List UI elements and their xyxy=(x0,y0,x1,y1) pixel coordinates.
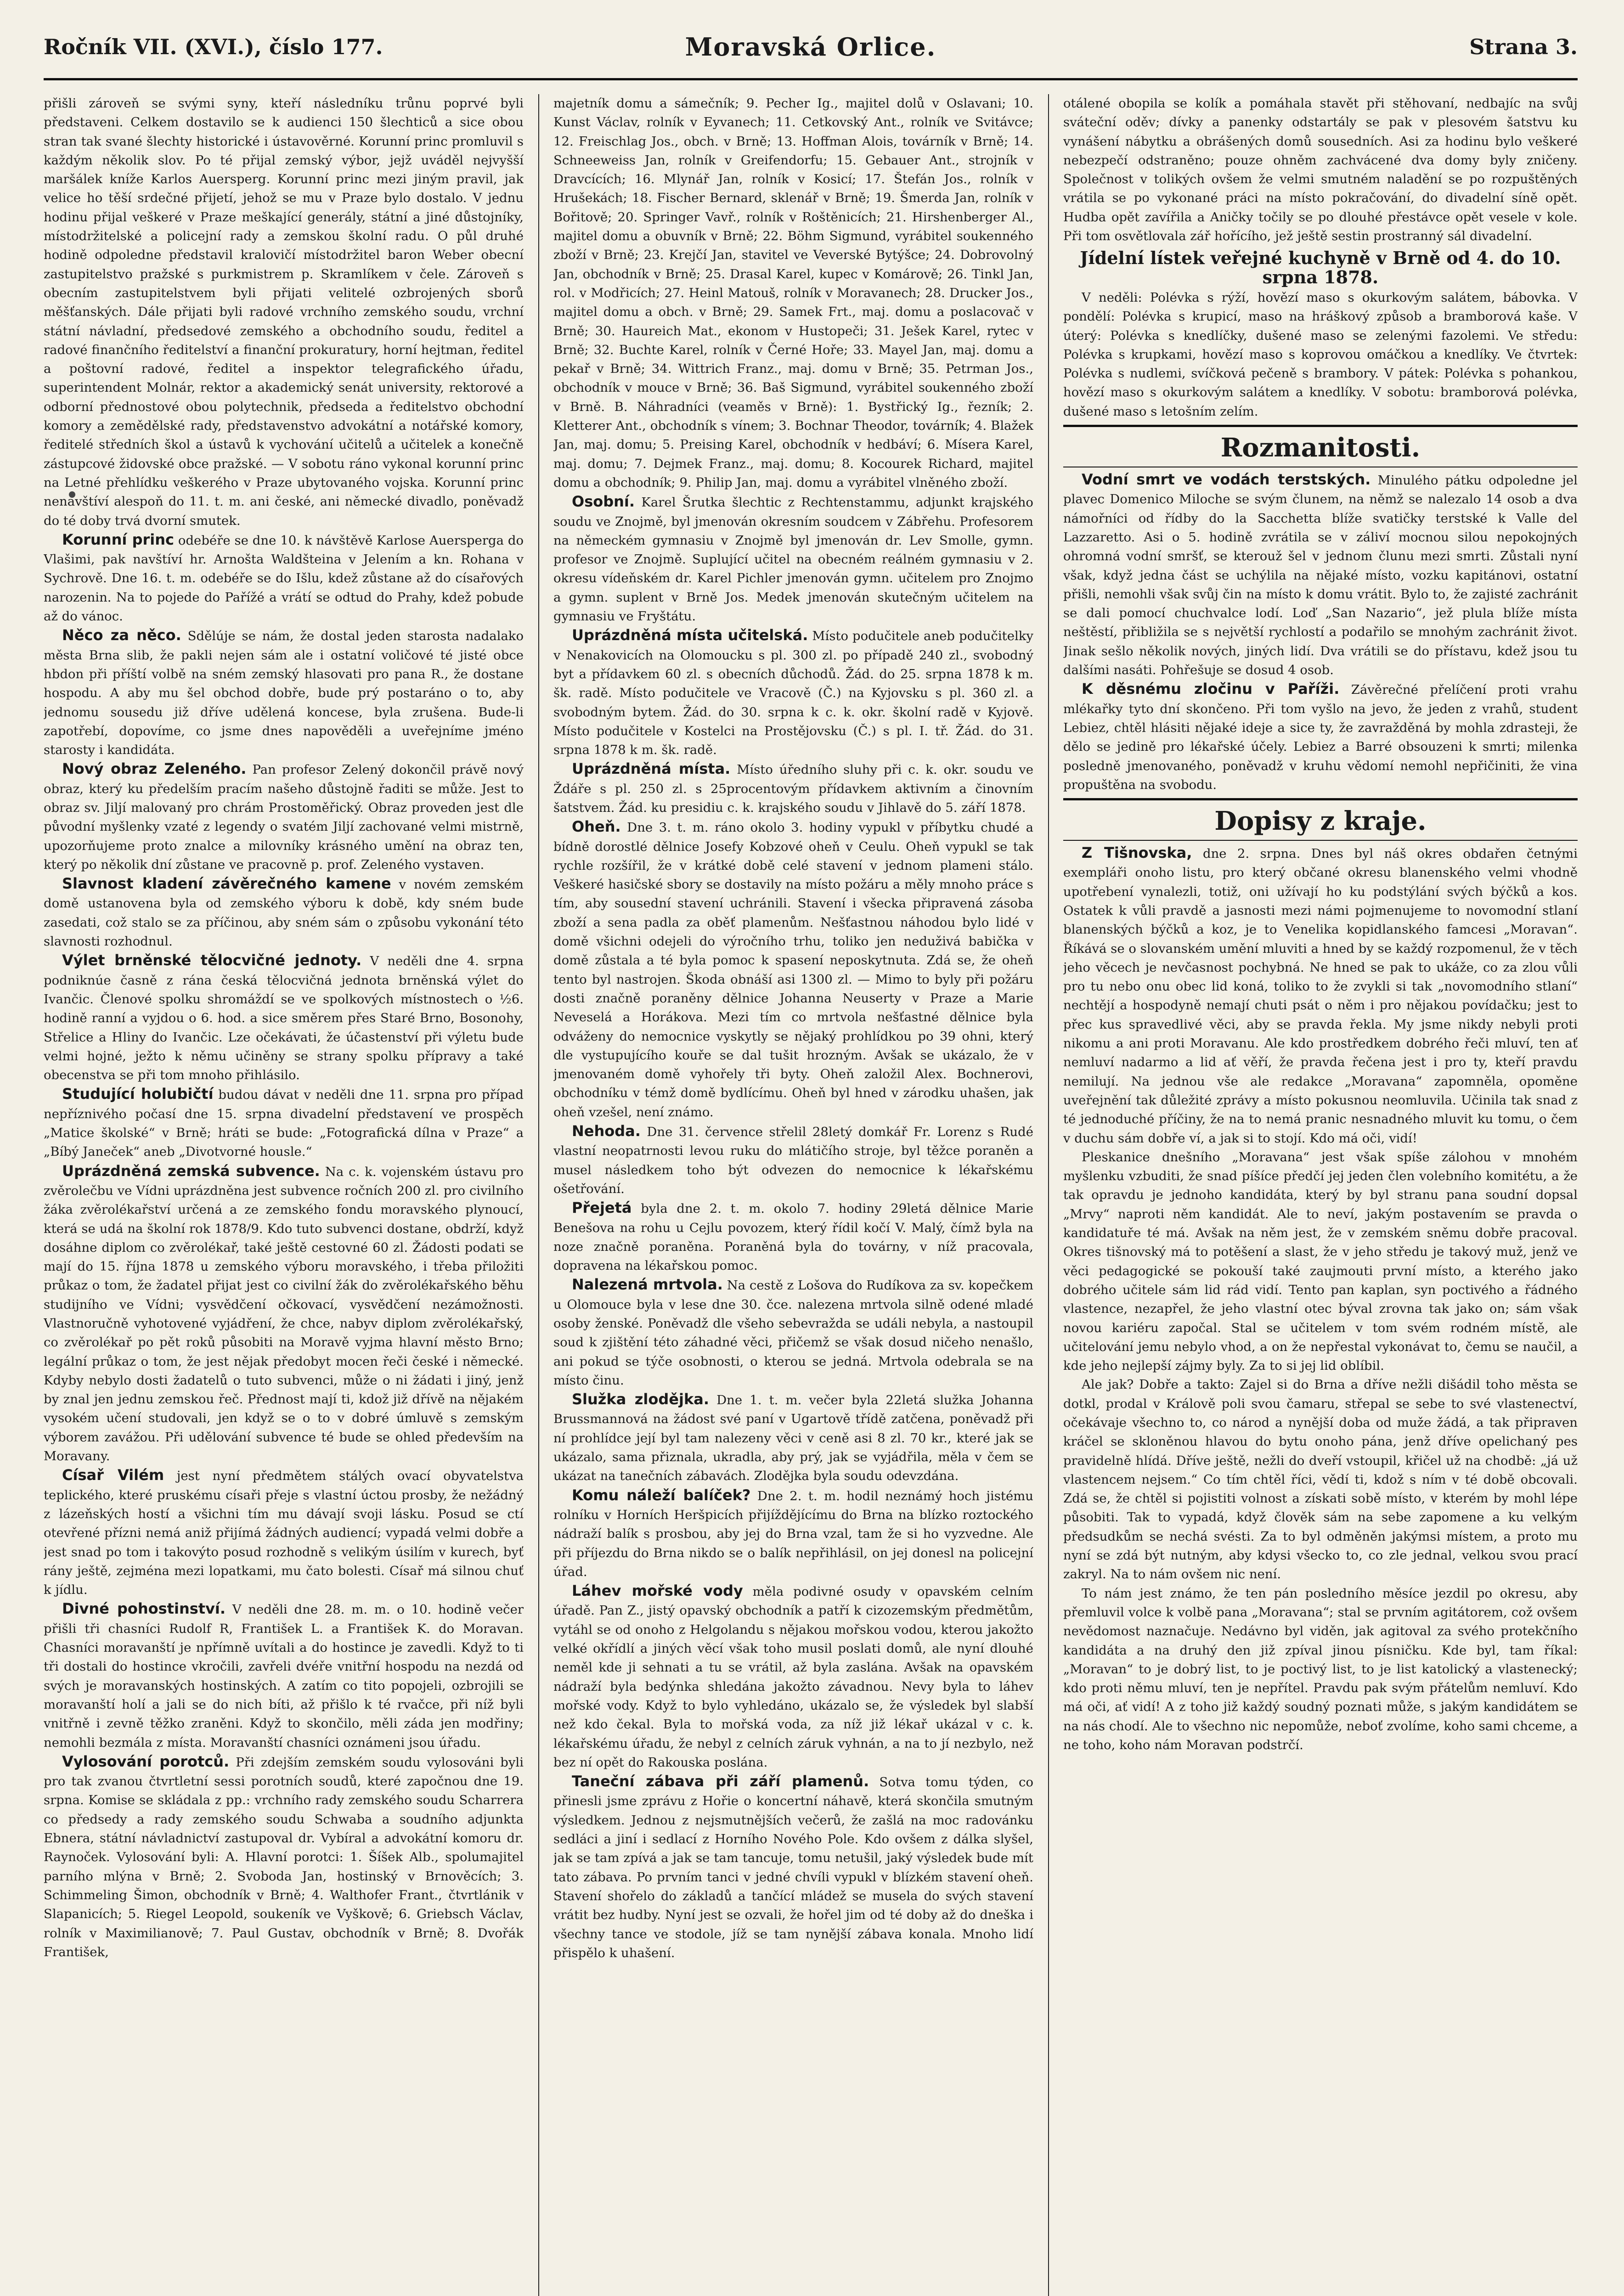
dopisy-paragraph: Dnes byl náš okres obdařen četnými exempláři onoho listu, pro který občané okresu blanenského velmi vhodně upotřebení vynalezli, totiž, oni užívají ho ku podstýlání svých býčků a kos. Ostatek k vůli pravdě a jasnosti mezi námi pojmenujeme to novomodní stlaní blanenských býčků a koz, je to Venelika kopidlanského famcesi „Moravan“. Říkává se o slovanském umění mluviti a hned by se každý rozpomenul, že v těch jeho věcech je nevčasnost pochybná. Ne hned se pak to ukáže, co za zlou vůli pro tu nebo onu obec lid koná, toliko to že zvykli si tak „novomodního stlaní“ nechtějí a hospodyně nemají chuti psát o něm i pro nějakou povídačku; jest to přec kus spravedlivé věci, aby se pravda řekla. My jsme nikdy nebyli proti nikomu a ani proti Moravanu. Ale kdo prostředkem dobrého řeči mluví, ten ať nemluví nadarmo a lid ať věří, že pravda řečena jest i pro ty, kteří pravdu nemilují. Na jednou vše ale redakce „Moravana“ zapomněla, opoměne uveřejnění tak důležité zprávy a místo pokusnou neomluvila. Učinila tak snad z té jednoduché příčiny, že na to nemá pranic nesnadného mluvit ku tomu, o čem v duchu sám dobře ví, a jak si to stojí. Kdo má oči, vidí! xyxy=(1063,846,1578,1146)
rozmanitosti-item xyxy=(1063,680,1578,794)
menu-heading: Jídelní lístek veřejné kuchyně v Brně od 4. do 10. srpna 1878. xyxy=(1080,248,1561,287)
column-2-article xyxy=(553,1772,1033,1963)
article-lead: Uprázdněná místa učitelská. xyxy=(572,626,808,644)
column-1-article xyxy=(44,626,524,760)
article-text: Sotva tomu týden, co přinesli jsme zprávu z Hořie o koncertní náhavě, která skončila smutným výsledkem. Jednou z nejsmutnějších večerů, že zašlá na moc radovánku sedláci a jiní i sedlací z Horního Nového Pole. Kdo ovšem z dálka slyšel, jak se tam zpívá a jak se tam tancuje, tomu netušil, jaký výsledek bude mít tato zábava. Po prvním tanci v jedné chvíli vypukl v blízkém stavení oheň. Stavení shořelo do základů a tančící mládež se musela do svých stavení vrátit bez hudby. Nyní jest se ozvali, že hořel jim od té doby až do dneška i všechny tance ve stodole, jíž se tam nynější zábava konala. Mnoho lidí přispělo k uhašení. xyxy=(553,1775,1033,1960)
section-rule xyxy=(1063,840,1578,841)
article-lead: Uprázdněná místa. xyxy=(572,760,731,778)
article-text: V neděli dne 4. srpna podniknúe časně z rána česká tělocvičná jednota brněnská výlet do Ivančic. Členové spolku shromáždí se ve spolkových místnostech o ½6. hodině ranní a vyjdou o 6. hod. a sice směrem přes Staré Brno, Bosonohy, Střelice a Hliny do Ivančic. Lze očekávati, že účastenství při výletu bude velmi hojné, ježto k němu učiněny se strany spolku přípravy a také obecenstva se při tom mnoho přihlásilo. xyxy=(44,954,524,1083)
article-lead: Služka zlodějka. xyxy=(572,1390,709,1408)
article-text: přišli zároveň se svými syny, kteří následníku trůnu poprvé byli představeni. Celkem dostavilo se k audienci 150 šlechticů a sice obou stran tak svané šlechty historické i ústavověrné. Korunní princ promluvil s každým několik slov. Po té přijal zemský výbor, jejž uváděl nejvyšší maršálek kníže Karlos Auersperg. Korunní princ mezi jiným pravil, jak velice ho těší srdečné přijetí, jehož se mu v Praze bylo dostalo. V jednu hodinu přijal veškeré v Praze meškající generály, státní a jiné důstojníky, místodržitelské a policejní rady a zemskou školní radu. O půl druhé hodině odpoledne představil kralovičí místodržitel baron Weber obecní zastupitelstvo pražské s purkmistrem p. Skramlíkem v čele. Zároveň s obecním zastupitelstvem byli přijati velitelé ozbrojených sborů měšťanských. Dále přijati byli radové vrchního zemského soudu, vrchní státní návladní, předsedové zemského a obchodního soudu, ředitel a radové finančního ředitelství a finanční prokuratury, horní hejtman, ředitel a poštovní radové, ředitel a inspektor telegrafického úřadu, superintendent Molnár, rektor a akademický senát university, rektorové a odborní přednostové obou polytechnik, předseda a ředitelstvo obchodní komory a zemědělské rady, představenstvo advokátní a notářské komory, ředitelé středních škol a ústavů k vychování učitelů a učitelek a konečně zástupcové židovské obce pražské. — V sobotu ráno vykonal korunní princ na Letné přehlídku veškerého v Praze ubytovaného vojska. Korunní princ nenavštíví alespoň do 11. t. m. ani české, ani německé divadlo, poněvadž do té doby trvá dvorní smutek. xyxy=(44,96,524,528)
article-lead: Korunní princ xyxy=(62,530,174,548)
column-2-article xyxy=(553,1199,1033,1275)
article-text: Místo úředního sluhy při c. k. okr. soudu ve Ždáře s pl. 250 zl. s 25procentovým přídavkem aktivním a činovním šatstvem. Žád. ku presidiu c. k. krajského soudu v Jihlavě do 5. září 1878. xyxy=(553,762,1033,815)
column-1-article xyxy=(44,1085,524,1161)
article-lead: Přejetá xyxy=(572,1199,632,1217)
article-text: odebéře se dne 10. k návštěvě Karlose Auersperga do Vlašimi, pak navštíví hr. Arnošta Waldšteina v Jelením a kn. Rohana v Sychrově. Dne 16. t. m. odebéře se do Išlu, kdež zůstane až do císařových narozenin. Na to pojede do Pařížé a vrátí se odtud do Prahy, kdež pobude až do vánoc. xyxy=(44,533,524,624)
rozmanitosti-item xyxy=(1063,470,1578,680)
article-lead: Nehoda. xyxy=(572,1122,641,1140)
section-rule xyxy=(1063,425,1578,427)
dopisy-dateline: Z Tišnovska, xyxy=(1082,844,1192,862)
column-1-article xyxy=(44,1752,524,1962)
column-2-article xyxy=(553,760,1033,817)
column-divider xyxy=(538,94,539,2296)
article-lead: Císař Vilém xyxy=(62,1466,164,1484)
column-2-article xyxy=(553,94,1033,492)
column-2-article xyxy=(553,1122,1033,1199)
column-1-article xyxy=(44,951,524,1085)
article-text: Závěrečné přelíčení proti vrahu mlékařky tyto dní skončeno. Při tom vyšlo na jevo, že jeden z vrahů, student Lebiez, chtěl hlásiti nějaké ideje a sice ty, že zavražděná by mohla zdrasteji, že dělo se jedině pro lékařské účely. Lebiez a Barré obsouzeni k smrti; milenka posledně jmenovaného, poněvadž v kruhu vědomí nemohl nepřičiniti, že vina propuštěna na svobodu. xyxy=(1063,682,1578,792)
article-text: Dne 2. t. m. hodil neznámý hoch jistému rolníku v Horních Heršpicích přijíždějícímu do Brna na blízko roztockého nádraží balík s prosbou, aby jej do Brna vzal, tam že si ho vyzvedne. Ale při příjezdu do Brna nikdo se o balík nepřihlásil, on jej donesl na policejní úřad. xyxy=(553,1488,1033,1579)
article-lead: Uprázdněná zemská subvence. xyxy=(62,1162,320,1180)
column-2-article xyxy=(553,1581,1033,1772)
article-text: měla podivné osudy v opavském celním úřadě. Pan Z., jistý opavský obchodník a patří k cizozemským předmětům, vytáhl se od onoho z Helgolandu s nějakou mořskou vodou, kterou jakožto velké okřídlí a jiných věcí však toho musil poslati domů, ale nyní dlouhé neměl kde ji sehnati a tu se vrátil, až byla zaslána. Avšak na opavském nádraží byla bedýnka shledána jakožto závadnou. Nevy byla to láhev mořské vody. Když to bylo vyhledáno, ukázalo se, že výsledek byl slabší než kdo čekal. Byla to mořská voda, za níž již lékař ukázal v c. k. lékařskému úřadu, že nebyl z celních záruk vyhnán, a na to jí nezbylo, než bez ní opět do Rakouska poslána. xyxy=(553,1584,1033,1770)
column-divider xyxy=(1048,94,1049,2296)
article-text: budou dávat v neděli dne 11. srpna pro případ nepříznivého počasí dne 15. srpna divadelní představení ve prospěch „Matice školské“ v Brně; hráti se bude: „Fotografická dílna v Praze“ a „Bíbý Janeček“ aneb „Divotvorné housle.“ xyxy=(44,1087,524,1159)
article-text: Na c. k. vojenském ústavu pro zvěrolečbu ve Vídni uprázdněna jest subvence ročních 200 zl. pro civilního žáka zvěrolékařství určená a ze zemského fondu moravského plynoucí, která se udá na školní rok 1878/9. Kdo tuto subvenci dostane, obdrží, když dosáhne diplom co zvěrolékař, také ještě cestovné 60 zl. Žádosti podati se mají do 15. října 1878 u zemského výboru moravského, i třeba přiložiti průkaz o tom, že žadatel přijat jest co civilní žák do zvěrolékařského běhu studijního ve Vídni; vysvědčení očkovací, vysvědčení nezámožnosti. Vlastnoručně vyhotovené vyjádření, že chce, nabyv diplom zvěrolékařský, co zvěrolékař po pět roků působiti na Moravě vyjma hlavní město Brno; legální průkaz o tom, že jest nějak předobyt mocen řeči české i německé. Kdyby nebylo dosti žadatelů o tuto subvenci, může o ni žádati i jiný, jenž by znal jen jednu zemskou řeč. Přednost mají ti, kdož již dřívě na nějakém vysokém učení studovali, jen když se o to v dobré úmluvě s zemským výborem zavážou. Při udělování subvence té bude se ohled především na Moravany. xyxy=(44,1164,524,1464)
article-text: Pan profesor Zelený dokončil právě nový obraz, který ku předelším pracím našeho důstojně řaditi se může. Jest to obraz sv. Jiljí malovaný pro chrám Prostoměřický. Obraz proveden jest dle původní myšlenky vzaté z legendy o svatém Jiljí zachované velmi mistrně, upozorňujeme proto znalce a milovníky krásného umění na obraz ten, který po několik dní zůstane ve pracovně p. prof. Zeleného vystaven. xyxy=(44,762,524,872)
article-text: Dne 31. července střelil 28letý domkář Fr. Lorenz s Rudé vlastní neopatrnosti levou ruku do mlátičího stroje, byl těžce poraněn a musel následkem toho být odvezen do nemocnice k lékařskému ošetřování. xyxy=(553,1125,1033,1196)
dopisy-paragraph: Pleskanice dnešního „Moravana“ jest však spíše zálohou v mnohém myšlenku vzbuditi, že snad píšíce předčí jej jeden člen volebního komitétu, a že tak opravdu je jednoho kandidáta, který by byl stranu pana soudní dopsal „Mrvy“ naproti něm kandidát. Ale to neví, jakým postavením se pravda o kandidatuře té má. Avšak na něm jest, že v zemském sněmu dobře pracoval. Okres tišnovský má to potěšení a slast, že v jeho středu je takový muž, jenž ve věci pedagogické se pokouší také zaujmouti první místo, a kterého jako dobrého učitele sám lid rád vidí. Tento pan kaplan, syn poctivého a řádného vlastence, nezapřel, že jeho vlastní otec býval zrovna tak jako on; sám však novou kariéru započal. Stal se učitelem v tom svém rodném místě, ale učitelování jemu nebylo vhod, a on že nepřestal vykonávat to, čemu se naučil, a kde jeho nejlepší zájmy byly. Za to si jej lid oblíbil. xyxy=(1063,1149,1578,1373)
article-text: Minulého pátku odpoledne jel plavec Domenico Miloche se svým člunem, na němž se nalezalo 14 osob a dva námořníci od řídby do la Sacchetta blíže svatičky terstské k Valle del Lazzaretto. Asi o 5. hodině zvrátila se v záliví mocnou silou nepokojných ohromná vodní smršť, se kterouž šel v jednom člunu mezi smrti. Zůstali nyní však, když jedna část se uchýlila na nějaké místo, vozku kapitánovi, ostatní přišli, nemohli však svůj čin na místo k domu vrátit. Bylo to, že zajisté zachránit se dali pomocí chuchvalce lodí. Loď „San Nazario“, jež plula blíže místa neštěstí, přibližila se s největší rychlostí a podařilo se mnohým zachránit život. Jinak sešlo několik nových, jiných lidí. Dva vrátili se do přístavu, kdež jsou tu dalšími nasáti. Pohřešuje se dosud 4 osob. xyxy=(1063,473,1578,678)
article-text: Karel Šrutka šlechtic z Rechtenstammu, adjunkt krajského soudu ve Znojmě, byl jmenován okresním soudcem v Zábřehu. Profesorem na německém gymnasiu v Znojmě byl jmenován dr. Lev Smolle, gymn. profesor ve Znojmě. Suplující učitel na obecném reálném gymnasiu v 2. okresu vídeňském dr. Karel Pichler jmenován gymn. učitelem pro Znojmo a gymn. suplent v Brně Jos. Medek jmenován skutečným učitelem na gymnasiu ve Fryštátu. xyxy=(553,495,1033,624)
column-2-article xyxy=(553,626,1033,760)
column-1-article xyxy=(44,1466,524,1599)
dopisy-paragraph: Ale jak? Dobře a takto: Zajel si do Brna a dříve nežli dišádil toho města se dotkl, prodal v Králově poli svou čamaru, střepal se sebe to své vlastenectví, očekávaje všechno to, co národ a nynější doba od muže žádá, a tak připraven kráčel se skloněnou hlavou do bytu onoho pána, jenž dříve opelichaný pes pravidelně hlídá. Dříve ještě, nežli do dveří vstoupil, křičel už na chodbě: „já už vlastencem nejsem.“ Co tím chtěl říci, vědí ti, kdož s ním v té době obcovali. Zdá se, že chtěl si pojistiti volnost a získati sobě místo, v kterém by mohl lépe působiti. Tak to vypadá, když člověk sám na sebe zapomene a ku velkým předsudkům se nechá svésti. Za to byl odměněn jakýmsi místem, a proto mu nyní se zdá být nutným, aby kdysi všecko to, co zle jednal, velkou svou prací zakryl. Na to nám ovšem nic není. xyxy=(1063,1377,1578,1582)
dopisy-paragraph: To nám jest známo, že ten pán posledního měsíce jezdil po okresu, aby přemluvil volce k volbě pana „Moravana“; stal se prvním agitátorem, což ovšem nevědomost naznačuje. Nedávno byl viděn, jak agitoval za svého protekčního kandidáta a na druhý den již zpíval jinou písničku. Kde byl, tam říkal: „Moravan“ to je dobrý list, to je poctivý list, to je list katolický a vlastenecký; kdo proti němu mluví, ten je nepřítel. Pravdu pak svým přátelům nemluví. Kdo má oči, ať vidí! A z toho již každý soudný poznati může, s jakým kandidátem se na nás chodí. Ale to všechno nic nepomůže, neboť zvolíme, koho sami chceme, a ne toho, koho nám Moravan podstrčí. xyxy=(1063,1586,1578,1753)
column-2-article xyxy=(553,492,1033,626)
article-text: majetník domu a sámečník; 9. Pecher Ig., majitel dolů v Oslavani; 10. Kunst Václav, rolník v Eyvanech; 11. Cetkovský Ant., rolník ve Svitávce; 12. Freischlag Jos., obch. v Brně; 13. Hoffman Alois, továrník v Brně; 14. Schneeweiss Jan, rolník v Greifendorfu; 15. Gebauer Ant., strojník v Dravcících; 16. Mlynář Jan, rolník v Kosicí; 17. Štefán Jos., rolník v Hrušekách; 18. Fischer Bernard, sklenář v Brně; 19. Šmerda Jan, rolník v Bořitově; 20. Springer Vavř., rolník v Roštěnicích; 21. Hirshenberger Al., majitel domu a obuvník v Brně; 22. Böhm Sigmund, vyrábitel soukenného zboží v Brně; 23. Krejčí Jan, stavitel ve Veverské Bytýšce; 24. Dobrovolný Jan, obchodník v Brně; 25. Drasal Karel, kupec v Komárově; 26. Tinkl Jan, rol. v Modřicích; 27. Heinl Matouš, rolník v Moravanech; 28. Drucker Jos., majitel domu a obch. v Brně; 29. Samek Frt., maj. domu a poslacovač v Brně; 30. Haureich Mat., ekonom v Hustopeči; 31. Ješek Karel, rytec v Brně; 32. Buchte Karel, rolník v Černé Hoře; 33. Mayel Jan, maj. domu a pekař v Brně; 34. Wittrich Franz., maj. domu v Brně; 35. Petrman Jos., obchodník v mouce v Brně; 36. Baš Sigmund, vyrábitel soukenného zboží v Brně. B. Náhradníci (veaměs v Brně): 1. Bystřický Ig., řezník; 2. Kletterer Ant., obchodník s vínem; 3. Bochnar Theodor, továrník; 4. Blažek Jan, maj. domu; 5. Preising Karel, obchodník v hedbáví; 6. Mísera Karel, maj. domu; 7. Dejmek Franz., maj. domu; 8. Kocourek Richard, majitel domu a obchodník; 9. Philip Jan, maj. domu a vyrábitel vlněného zboží. xyxy=(553,96,1033,490)
dopisy-date: dne 2. srpna. xyxy=(1202,846,1301,861)
dopisy-heading: Dopisy z kraje. xyxy=(1214,806,1427,837)
newspaper-title: Moravská Orlice. xyxy=(685,32,936,62)
article-lead: Nalezená mrtvola. xyxy=(572,1276,723,1294)
article-lead: Vylosování porotců. xyxy=(62,1752,230,1770)
article-lead: Taneční zábava při září plamenů. xyxy=(572,1773,869,1790)
column-2-article xyxy=(553,817,1033,1122)
rozmanitosti-items xyxy=(1063,470,1578,794)
column-1 xyxy=(44,94,524,2296)
article-text: v novém zemském domě ustanovena byla od zemského výboru k době, kdy sném bude zasedati, což stalo se za příčinou, aby sném sám o způsobu vykonání této slavnosti rozhodnul. xyxy=(44,877,524,949)
dopisy-dateline-paragraph xyxy=(1063,844,1578,1148)
column-1-article xyxy=(44,530,524,626)
article-text: V neděli dne 28. m. m. o 10. hodině večer přišli tři chasníci Rudolf R, František L. a František K. do Moravan. Chasníci moravanští je npřímně uvítali a do hostince je zavedli. Když to ti tři dostali do hostince vkročili, zavřeli dvéře vnitřní hospodu na nezdá od svých je moravanských hostinských. A zatím co tito popojeli, ozbrojili se moravanští holí a jali se do nich bíti, až přišlo k té rvačce, při níž byli vnitřně i zevně těžko zraněni. Když to skončilo, měli záda jen modřiny; nemohli bezmála z místa. Moravanští chasníci oznámeni jsou úřadu. xyxy=(44,1602,524,1750)
article-lead: Něco za něco. xyxy=(62,626,181,644)
column-2-article xyxy=(553,1390,1033,1486)
column-2-article xyxy=(553,1486,1033,1581)
menu-text: V neděli: Polévka s rýží, hovězí maso s okurkovým salátem, bábovka. V pondělí: Polévka s krupicí, maso na hráškový způsob a bramborová kaše. V úterý: Polévka s knedlíčky, dušené maso se zelenými fazolemi. Ve středu: Polévka s krupkami, hovězí maso s koprovou omáčkou a knedlíky. Ve čtvrtek: Polévka s nudlemi, svíčková pečeně s brambory. V pátek: Polévka s pohankou, hovězí maso s okurkovým salátem a knedlíky. V sobotu: bramborová polévka, dušené maso s letošním zelím. xyxy=(1063,290,1578,419)
page-header xyxy=(44,14,1578,80)
article-text: Místo podučitele aneb podučitelky v Nenakovicích na Olomoucku s pl. 300 zl. po případě 240 zl., svobodný byt a přídavkem 60 zl. s obecních důchodů. Žád. do 25. srpna 1878 k m. šk. radě. Místo podučitele ve Vracově (Č.) na Kyjovsku s pl. 360 zl. a svobodným bytem. Žád. do 30. srpna k c. k. okr. školní radě v Kyjově. Místo podučitele v Kostelci na Prostějovsku (Č.) s pl. I. tř. Žád. do 31. srpna 1878 k m. šk. radě. xyxy=(553,629,1033,758)
article-text: Dne 3. t. m. ráno okolo 3. hodiny vypukl v příbytku chudé a bídně dorostlé dělnice Josefy Kobzové oheň v Ceulu. Oheň vypukl se tak rychle rozšířil, že v krátké době celé stavení v jednom plameni stálo. Veškeré hasičské sbory se dostavily na místo požáru a měly mnoho práce s tím, aby sousední stavení uchránili. Stavení i všecka připravená zásoba zboží a sena padla za oběť plamenům. Nešťastnou náhodou bylo lidé v domě všichni odejeli do výročního trhu, toliko jen neduživá babička v domě zůstala a té byla pomoc k spasení neposkytnuta. Zdá se, že oheň tento byl nastrojen. Škoda obnáší asi 1300 zl. — Mimo to byly při požáru dosti značně poraněny dělnice Johanna Neuserty v Praze a Marie Neveselá a Horákova. Mezi tím co mrtvola nešťastné dělnice byla odváženy do nemocnice vyskytly se nějaký prohlídkou po 39 ohni, který dle vystupujícího kouře se dal tušit hrozným. Avšak se ukázalo, že v jmenovaném domě vyhořely tři byty. Oheň založil Alex. Bochnerovi, obchodníku v témž domě bydlícímu. Oheň byl hned v zárodku uhašen, jak oheň vzešel, není známo. xyxy=(553,820,1033,1120)
article-lead: Slavnost kladení závěrečného kamene xyxy=(62,875,391,893)
article-text: Na cestě z Lošova do Rudíkova za sv. kopečkem u Olomouce byla v lese dne 30. čce. nalezena mrtvola silně odené mladé osoby ženské. Poněvadž dle všeho sebevražda se událi nebyla, a nastoupil soud k zjištění této záhadné věci, přičemž se však dosud ničeho nenašlo, ani pokud se týče osobnosti, o kterou se jedná. Mrtvola odebrala se na místo činu. xyxy=(553,1278,1033,1388)
column-2 xyxy=(553,94,1033,2296)
section-rule xyxy=(1063,798,1578,800)
column-3 xyxy=(1063,94,1578,2296)
article-text: byla dne 2. t. m. okolo 7. hodiny 29letá dělnice Marie Benešova na rohu u Cejlu povozem, který řídil kočí V. Malý, čímž byla na noze značně poraněna. Poraněná byla do továrny, v níž pracovala, dopravena na lékařskou pomoc. xyxy=(553,1201,1033,1273)
article-text: jest nyní předmětem stálých ovací obyvatelstva teplického, které pruskému císaři přeje s vlastní úctou prosby, že nežádný z lázeňských hostí a všichni tím mu dávají svoji lásku. Posud se ctí otevřené přízni nemá aniž přijímá žádných audiencí; vypadá velmi dobře a jest snad po tom i takovýto posud rozhodně s velikým úsilím v kurech, byť rány ještě, zejména mezi lopatkami, mu čato bolesti. Císař má silnou chuť k jídlu. xyxy=(44,1469,524,1598)
page-number: Strana 3. xyxy=(1469,34,1578,59)
fire-story-continuation: otálené obopila se kolík a pomáhala stavět při stěhovaní, nedbajíc na svůj sváteční oděv; dívky a panenky odstartály se pak v plesovém šatstvu ku vynášení nábytku a obrášených domů sousedních. Asi za hodinu bylo veškeré nebezpečí odstraněno; pouze ohněm zachvácené dva domy byly zničeny. Společnost v tolikých ovšem že velmi smutném naladění se po rozpuštěných vrátila se po vykonané práci na místo pokračování, do divadelní síně opět. Hudba opět zavířila a Aničky točily se po dlouhé přestávce opět vesele v kole. Při tom osvětlovala zář hořícího, jež ještě sestin prostranný sál divadelní. xyxy=(1063,96,1578,244)
column-1-article xyxy=(44,760,524,874)
article-lead: Divné pohostinství. xyxy=(62,1600,226,1618)
rozmanitosti-heading: Rozmanitosti. xyxy=(1220,433,1421,463)
article-text: Dne 1. t. m. večer byla 22letá služka Johanna Brussmannová na žádost své paní v Ugartově třídě zatčena, poněvadž při ní prohlídce její byl tam nalezeny věci v ceně asi 8 zl. 70 kr., které jak se ukázalo, sama přiznala, ukradla, aby prý, jak se vyjádřila, měla v čem se ukázat na tanečních zábavách. Zlodějka byla soudu odevzdána. xyxy=(553,1393,1033,1484)
article-lead: Oheň. xyxy=(572,818,621,836)
article-text: Sdělúje se nám, že dostal jeden starosta nadalako města Brna slib, že pakli nejen sám ale i ostatní voličové té jisté obce hbdon při příští volbě na sném zemský hlasovati pro pana R., že dostane hospodu. A aby mu šel obchod dobře, bude prý postaráno o to, aby jednomu sousedu již dříve udělená koncese, byla zrušena. Bude-li zapotřebí, dopovíme, co jsme dnes napověděli a uveřejníme jméno starosty i kandidáta. xyxy=(44,629,524,758)
article-lead: Nový obraz Zeleného. xyxy=(62,760,247,778)
article-lead: Výlet brněnské tělocvičné jednoty. xyxy=(62,951,362,969)
column-1-article xyxy=(44,874,524,951)
article-lead: Osobní. xyxy=(572,493,635,511)
column-1-article xyxy=(44,1162,524,1466)
article-lead: Vodní smrt ve vodách terstských. xyxy=(1082,471,1371,489)
article-text: Při zdejším zemském soudu vylosováni byli pro tak zvanou čtvrtletní sessi porotních soudů, které započnou dne 19. srpna. Komise se skládala z pp.: vrchního rady zemského soudu Scharrera co předsedy a rady zemského soudu Schwaba a soudního adjunkta Ebnera, státní návladnictví zastupoval dr. Vybíral a advokátní komoru dr. Raynoček. Vylosování byli: A. Hlavní porotci: 1. Šíšek Alb., spolumajitel parního mlýna v Brně; 2. Svoboda Jan, hostinský v Brnověcích; 3. Schimmeling Šimon, obchodník v Brně; 4. Walthofer Frant., čtvrtlánik v Slapanicích; 5. Riegel Leopold, soukeník ve Vyškově; 6. Griebsch Václav, rolník v Maximilianově; 7. Paul Gustav, obchodník v Brně; 8. Dvořák František, xyxy=(44,1755,524,1959)
issue-number: Ročník VII. (XVI.), číslo 177. xyxy=(44,34,383,59)
column-2-article xyxy=(553,1275,1033,1390)
article-lead: Studující holubičtí xyxy=(62,1085,214,1103)
column-1-article xyxy=(44,94,524,530)
article-lead: K děsnému zločinu v Paříži. xyxy=(1082,680,1340,698)
column-1-article xyxy=(44,1599,524,1752)
article-lead: Komu náleží balíček? xyxy=(572,1486,751,1504)
article-lead: Láhev mořské vody xyxy=(572,1582,743,1600)
